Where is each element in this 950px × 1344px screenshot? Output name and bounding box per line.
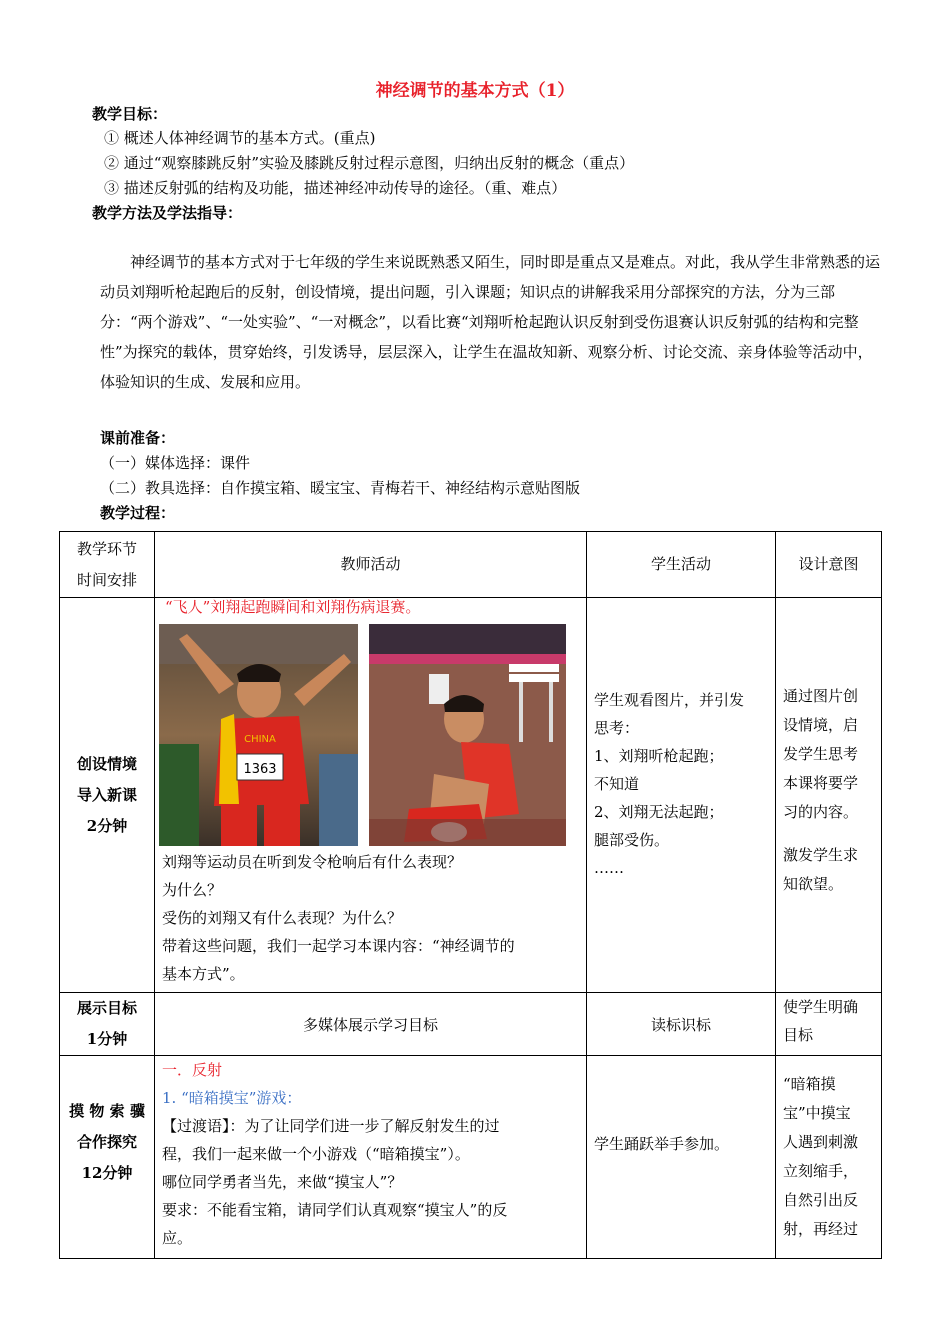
design-line: 通过图片创 [783,687,859,705]
subsection-heading: 1. “暗箱摸宝”游戏： [162,1089,302,1107]
design-line: 习的内容。 [783,803,859,821]
header-teacher: 教师活动 [155,532,587,598]
objective-item: ② 通过“观察膝跳反射”实验及膝跳反射过程示意图，归纳出反射的概念（重点） [104,154,635,172]
design-line: 人遇到刺激 [783,1133,859,1151]
liu-xiang-injury-photo [369,624,566,846]
stage-cell [60,1056,155,1259]
design-line: 发学生思考 [783,745,859,763]
design-line: 激发学生求 [783,846,859,864]
shirt-text: CHINA [244,734,276,745]
liu-xiang-celebration-photo [159,624,358,846]
design-line: 本课将要学 [783,774,859,792]
student-line: …… [594,859,624,877]
design-line: 目标 [783,1026,814,1044]
teacher-line: 程，我们一起来做一个小游戏（“暗箱摸宝”）。 [162,1145,470,1163]
stage-cell [60,598,155,993]
design-line: 射，再经过 [783,1220,859,1238]
stage-line: 导入新课 [76,785,137,804]
header-stage [60,532,155,598]
student-line: 腿部受伤。 [594,831,670,849]
teacher-line: 基本方式”。 [162,965,245,983]
stage-line: 12分钟 [81,1164,133,1182]
design-line: 使学生明确 [783,998,859,1016]
teacher-line: 应。 [162,1229,193,1247]
design-intent-text [776,598,881,903]
teacher-activity-text [155,1056,586,1256]
header-design: 设计意图 [776,532,882,598]
objective-item: ③ 描述反射弧的结构及功能，描述神经冲动传导的途径。（重、难点） [104,179,567,197]
teacher-activity-cell: 多媒体展示学习目标 [155,993,587,1056]
methods-paragraph: 神经调节的基本方式对于七年级的学生来说既熟悉又陌生，同时即是重点又是难点。对此，我从学生非常熟悉的运动员刘翔听枪起跑后的反射，创设情境，提出问题，引入课题；知识点的讲解我采用分部探究的方法，分为三部分：“两个游戏”、“一处实验”、“一对概念”，以看比赛“刘翔听枪起跑认识反射到受伤退赛认识反射弧的结构和完整性”为探究的载体，贯穿始终，引发诱导，层层深入，让学生在温故知新、观察分析、讨论交流、亲身体验等活动中，体验知识的生成、发展和应用。 [100,253,881,391]
teacher-activity-cell [155,598,587,993]
design-intent-cell [776,598,882,993]
design-line: 知欲望。 [783,875,844,893]
objectives-heading: 教学目标： [92,105,168,123]
photo-caption: “飞人”刘翔起跑瞬间和刘翔伤病退赛。 [165,598,421,616]
table-row [60,993,882,1056]
teacher-line: 【过渡语】：为了让同学们进一步了解反射发生的过 [162,1117,500,1135]
design-line: 自然引出反 [783,1191,859,1209]
table-row [60,598,882,993]
header-stage-line: 教学环节 [76,539,137,558]
teacher-line: 为什么？ [162,881,223,899]
design-intent-text [776,993,881,1053]
process-heading: 教学过程： [100,504,176,522]
prep-heading: 课前准备： [100,429,176,447]
student-activity-text [587,598,775,886]
photo-row [155,616,586,846]
stage-line: 创设情境 [76,754,137,773]
design-line: 立刻缩手， [783,1162,859,1180]
design-line: “暗箱摸 [783,1075,836,1093]
teacher-line: 哪位同学勇者当先，来做“摸宝人”？ [162,1173,403,1191]
teacher-line: 带着这些问题，我们一起学习本课内容：“神经调节的 [162,937,515,955]
prep-item: （二）教具选择：自作摸宝箱、暖宝宝、青梅若干、神经结构示意贴图版 [100,479,581,497]
section-heading: 一．反射 [162,1061,223,1079]
student-activity-text: 学生踊跃举手参加。 [594,1135,730,1153]
design-line: 设情境，启 [783,716,859,734]
student-line: 思考： [594,719,640,737]
objective-item: ① 概述人体神经调节的基本方式。(重点) [104,129,376,147]
student-line: 学生观看图片，并引发 [594,691,745,709]
prep-item: （一）媒体选择：课件 [100,454,251,472]
stage-line: 展示目标 [76,999,137,1017]
student-line: 1、刘翔听枪起跑； [594,747,724,765]
student-line: 2、刘翔无法起跑； [594,803,724,821]
teacher-line: 要求：不能看宝箱，请同学们认真观察“摸宝人”的反 [162,1201,508,1219]
stage-cell [60,993,155,1056]
table-row [60,1056,882,1259]
teacher-line: 刘翔等运动员在听到发令枪响后有什么表现？ [162,853,463,871]
design-intent-text [776,1056,881,1248]
stage-line: 合作探究 [76,1133,137,1151]
design-intent-cell [776,1056,882,1259]
methods-heading: 教学方法及学法指导： [92,204,243,222]
table-header-row [60,532,882,598]
teaching-process-table [59,531,882,1259]
stage-line: 摸 物 索 骥 [69,1102,145,1120]
design-intent-cell [776,993,882,1056]
header-student: 学生活动 [587,532,776,598]
student-activity-cell: 读标识标 [587,993,776,1056]
student-line: 不知道 [594,775,640,793]
design-line: 宝”中摸宝 [783,1104,851,1122]
teacher-questions [155,846,586,992]
teacher-activity-cell [155,1056,587,1259]
teacher-line: 受伤的刘翔又有什么表现？为什么？ [162,909,403,927]
page-title: 神经调节的基本方式（1） [375,81,575,101]
header-stage-line: 时间安排 [76,570,137,589]
student-activity-cell [587,1056,776,1259]
stage-line: 2分钟 [86,816,128,835]
student-activity-cell [587,598,776,993]
stage-line: 1分钟 [86,1030,128,1048]
bib-number: 1363 [243,762,277,777]
